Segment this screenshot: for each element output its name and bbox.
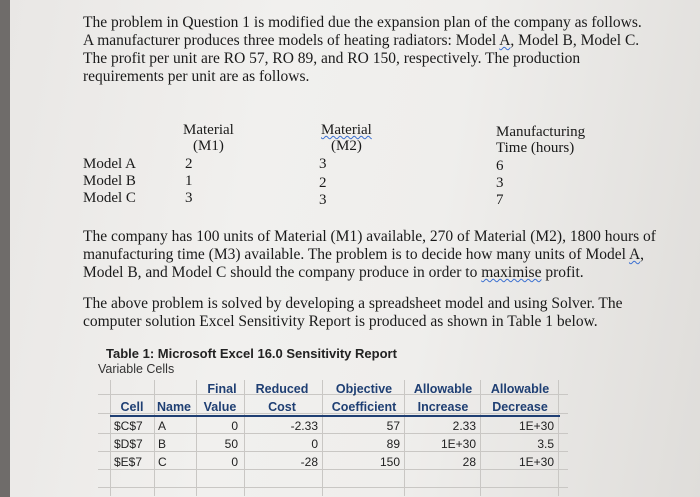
grid-line bbox=[98, 487, 568, 488]
row3-decrease: 1E+30 bbox=[518, 455, 554, 469]
row3-reduced: -28 bbox=[300, 455, 318, 469]
problem-model-a: A bbox=[628, 246, 641, 263]
row-model-c-m1: 3 bbox=[185, 190, 193, 206]
header-allow-dec-1: Allowable bbox=[490, 382, 550, 396]
header-m2-line2: (M2) bbox=[331, 138, 362, 154]
problem-text-mid: , Model B, and Model C should the company produce in order to bbox=[83, 246, 645, 281]
header-time-line2: Time (hours) bbox=[496, 140, 575, 156]
variable-cells-label: Variable Cells bbox=[98, 362, 175, 376]
problem-paragraph bbox=[83, 228, 658, 282]
intro-line-1: The problem in Question 1 is modified due the expansion plan of the company as follows. bbox=[83, 14, 642, 31]
row3-cell: $E$7 bbox=[114, 455, 143, 469]
header-final-2: Value bbox=[203, 400, 237, 414]
row3-final: 0 bbox=[231, 455, 238, 469]
sensitivity-title: Table 1: Microsoft Excel 16.0 Sensitivity Report bbox=[106, 346, 397, 361]
solver-paragraph: The above problem is solved by developing a spreadsheet model and using Solver. The computer solution Excel Sensitivity Report is produced as shown in Table 1 below. bbox=[83, 295, 623, 330]
row-model-a-time: 6 bbox=[496, 158, 504, 174]
problem-maximise: maximise bbox=[481, 264, 542, 281]
intro-model-a: A bbox=[499, 32, 511, 49]
header-objective-1: Objective bbox=[335, 382, 393, 396]
header-allow-inc-1: Allowable bbox=[413, 382, 473, 396]
header-time-line1: Manufacturing bbox=[496, 124, 586, 140]
header-allow-dec-2: Decrease bbox=[492, 400, 548, 414]
row1-reduced: -2.33 bbox=[290, 419, 318, 433]
grid-line bbox=[480, 380, 481, 496]
row-model-b-label: Model B bbox=[83, 173, 136, 189]
header-cell: Cell bbox=[120, 400, 144, 414]
row2-objective: 89 bbox=[386, 437, 400, 451]
row2-cell: $D$7 bbox=[114, 437, 143, 451]
row-model-c-label: Model C bbox=[83, 190, 136, 206]
row2-name: B bbox=[158, 437, 167, 451]
row-model-a-m1: 2 bbox=[185, 156, 193, 172]
row-model-c-m2: 3 bbox=[319, 192, 327, 208]
header-m2-line1: Material bbox=[321, 122, 372, 138]
grid-line bbox=[98, 469, 568, 470]
grid-line bbox=[558, 380, 559, 496]
row-model-a-label: Model A bbox=[83, 156, 136, 172]
header-m1-line2: (M1) bbox=[193, 138, 224, 154]
intro-text bbox=[83, 14, 643, 86]
header-objective-2: Coefficient bbox=[331, 400, 397, 414]
intro-line-2 bbox=[83, 32, 643, 50]
row2-decrease: 3.5 bbox=[537, 437, 554, 451]
row1-objective: 57 bbox=[386, 419, 400, 433]
grid-line bbox=[404, 380, 405, 496]
row2-reduced: 0 bbox=[311, 437, 318, 451]
row-model-b-m2: 2 bbox=[319, 175, 327, 191]
grid-line bbox=[98, 451, 568, 452]
row-model-b-m1: 1 bbox=[185, 173, 193, 189]
grid-line bbox=[196, 380, 197, 496]
grid-line bbox=[322, 380, 323, 496]
row1-name: A bbox=[158, 419, 167, 433]
row1-increase: 2.33 bbox=[452, 419, 476, 433]
grid-line bbox=[98, 433, 568, 434]
row2-increase: 1E+30 bbox=[440, 437, 476, 451]
row3-increase: 28 bbox=[462, 455, 476, 469]
row-model-c-time: 7 bbox=[496, 192, 504, 208]
materials-table bbox=[83, 120, 603, 210]
header-reduced-1: Reduced bbox=[255, 382, 309, 396]
row1-decrease: 1E+30 bbox=[518, 419, 554, 433]
row3-objective: 150 bbox=[379, 455, 400, 469]
grid-line bbox=[110, 380, 111, 496]
row-model-b-time: 3 bbox=[496, 175, 504, 191]
header-name: Name bbox=[156, 400, 192, 414]
header-final-1: Final bbox=[207, 382, 237, 396]
header-m1-line1: Material bbox=[183, 122, 234, 138]
problem-text-post: profit. bbox=[541, 264, 584, 281]
row1-cell: $C$7 bbox=[114, 419, 143, 433]
header-reduced-2: Cost bbox=[268, 400, 296, 414]
problem-text-pre: The company has 100 units of Material (M1) available, 270 of Material (M2), 1800 hours of manufacturing time (M3) available. The problem is to decide how many units of Model bbox=[83, 228, 656, 263]
row-model-a-m2: 3 bbox=[319, 156, 327, 172]
document-photo bbox=[10, 0, 700, 497]
intro-line-3: The profit per unit are RO 57, RO 89, and RO 150, respectively. The production requirements per unit are as follows. bbox=[83, 50, 581, 85]
grid-line bbox=[154, 380, 155, 496]
row1-final: 0 bbox=[231, 419, 238, 433]
intro-line-2-pre: A manufacturer produces three models of heating radiators: Model bbox=[83, 32, 500, 49]
grid-line bbox=[244, 380, 245, 496]
intro-line-2-post: , Model B, Model C. bbox=[510, 32, 640, 49]
row2-final: 50 bbox=[224, 437, 238, 451]
header-allow-inc-2: Increase bbox=[417, 400, 469, 414]
header-rule bbox=[110, 415, 560, 417]
row3-name: C bbox=[158, 455, 167, 469]
sensitivity-grid bbox=[98, 380, 568, 496]
